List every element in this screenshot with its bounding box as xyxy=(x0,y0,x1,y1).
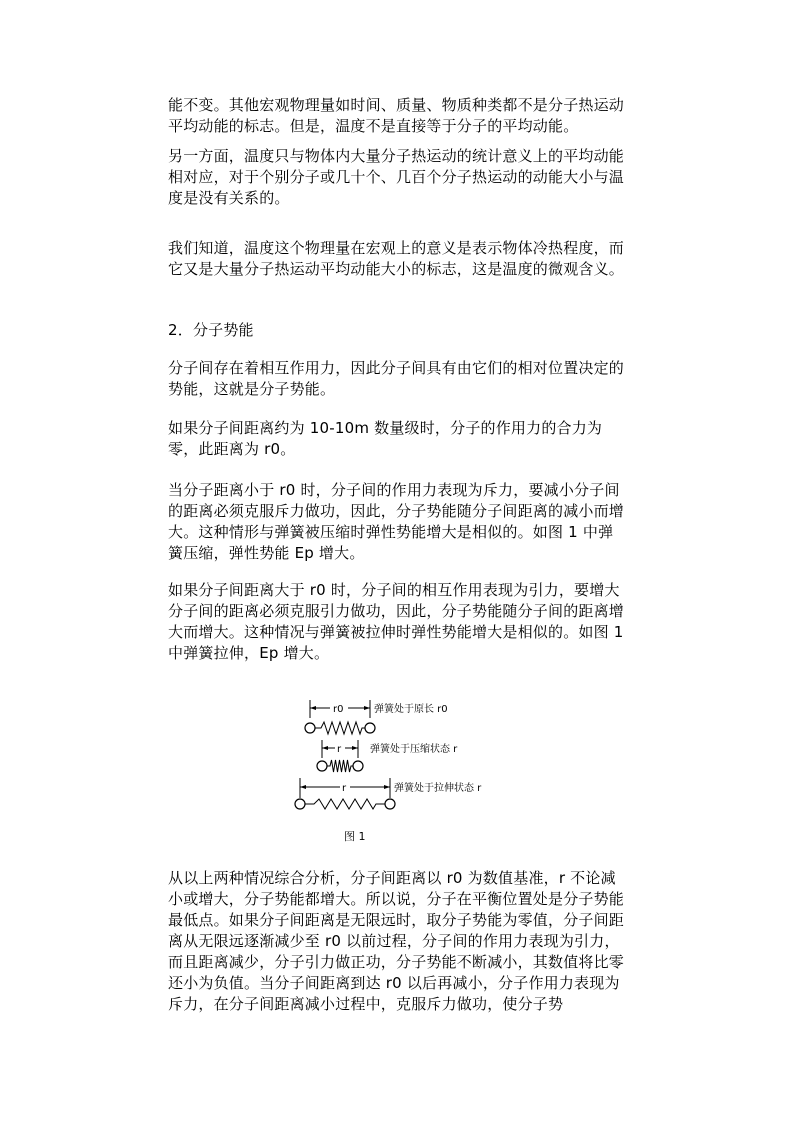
paragraph-8: 从以上两种情况综合分析，分子间距离以 r0 为数值基准，r 不论减小或增大，分子势能都增大。所以说，分子在平衡位置处是分子势能最低点。如果分子间距离是无限远时，取分子势能为零值，分子间距离从无限远逐渐减少至 r0 以前过程，分子间的作用力表现为引力，而且距离减少，分子引力做正功，分子势能不断减小，其数值将比零还小为负值。当分子间距离到达 r0 以后再减小，分子作用力表现为斥力，在分子间距离减小过程中，克服斥力做功，使分子势 xyxy=(168,869,625,1013)
spring-stretched xyxy=(295,778,482,809)
paragraph-5: 如果分子间距离约为 10-10m 数量级时，分子的作用力的合力为零，此距离为 r0。 xyxy=(168,419,603,458)
compressed-state-label: 弹簧处于压缩状态 r xyxy=(370,744,458,755)
natural-dim-label: r0 xyxy=(333,704,344,715)
natural-state-label: 弹簧处于原长 r0 xyxy=(374,704,448,715)
paragraph-4: 分子间存在着相互作用力，因此分子间具有由它们的相对位置决定的势能，这就是分子势能。 xyxy=(168,359,625,398)
section-heading: 2．分子势能 xyxy=(168,321,254,339)
figure-caption: 图 1 xyxy=(344,830,366,843)
paragraph-1: 能不变。其他宏观物理量如时间、质量、物质种类都不是分子热运动平均动能的标志。但是，温度不是直接等于分子的平均动能。 xyxy=(168,96,625,135)
paragraph-7: 如果分子间距离大于 r0 时，分子间的相互作用表现为引力，要增大分子间的距离必须克服引力做功，因此，分子势能随分子间的距离增大而增大。这种情况与弹簧被拉伸时弹性势能增大是相似的。如图 1 中弹簧拉伸，Ep 增大。 xyxy=(168,581,625,662)
spring-figure xyxy=(290,690,530,850)
paragraph-6: 当分子距离小于 r0 时，分子间的作用力表现为斥力，要减小分子间的距离必须克服斥力做功，因此，分子势能随分子间距离的减小而增大。这种情形与弹簧被压缩时弹性势能增大是相似的。如图 1 中弹簧压缩，弹性势能 Ep 增大。 xyxy=(168,481,625,562)
stretched-dim-label: r xyxy=(342,783,347,794)
compressed-dim-label: r xyxy=(337,744,342,755)
paragraph-2: 另一方面，温度只与物体内大量分子热运动的统计意义上的平均动能相对应，对于个别分子或几十个、几百个分子热运动的动能大小与温度是没有关系的。 xyxy=(168,147,625,207)
spring-diagram xyxy=(290,690,530,850)
spring-compressed xyxy=(317,740,458,772)
stretched-state-label: 弹簧处于拉伸状态 r xyxy=(394,783,482,794)
paragraph-3: 我们知道，温度这个物理量在宏观上的意义是表示物体冷热程度，而它又是大量分子热运动平均动能大小的标志，这是温度的微观含义。 xyxy=(168,239,625,278)
spring-natural xyxy=(305,700,448,734)
